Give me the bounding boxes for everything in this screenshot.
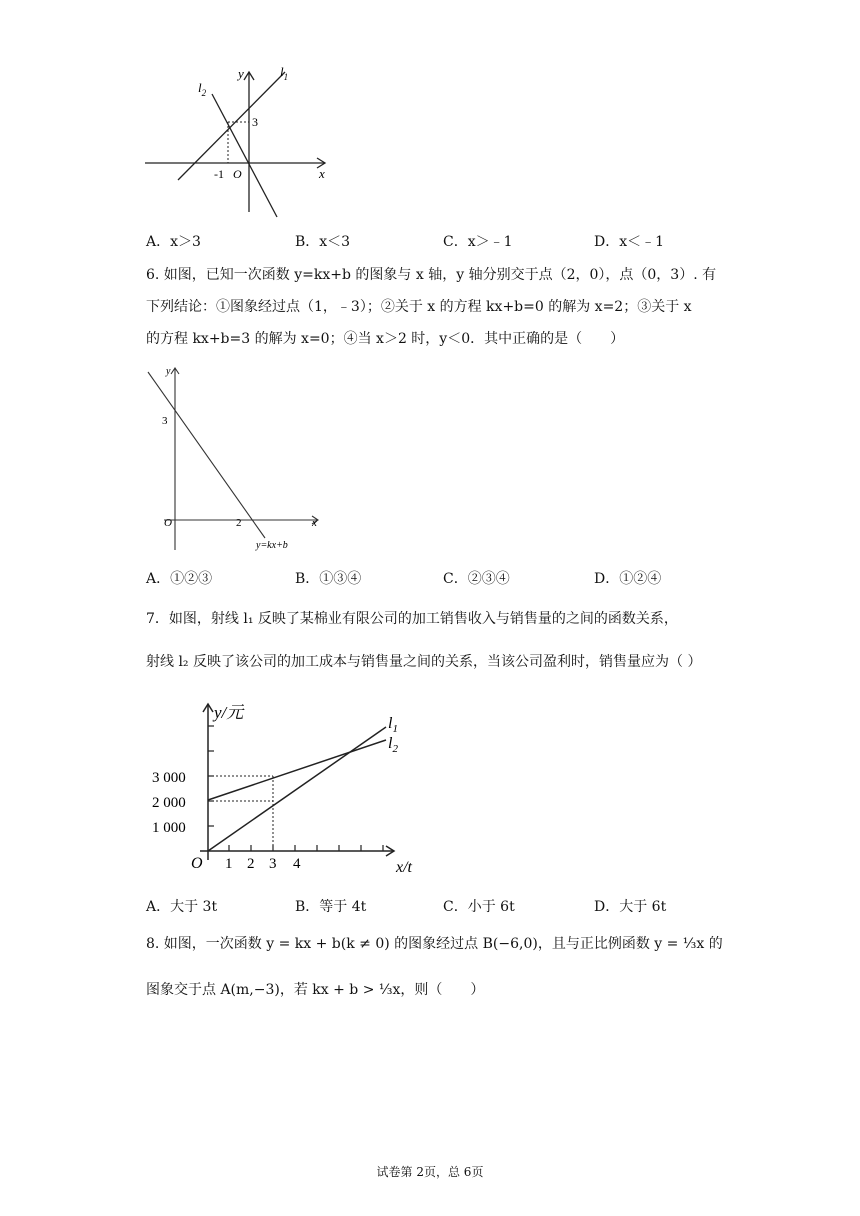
fig3-y-tick-3000: 3 000	[152, 770, 186, 786]
q5-option-c: C．x＞﹣1	[443, 234, 513, 250]
page-footer: 试卷第 2页，总 6页	[376, 1165, 484, 1179]
q6-option-a: A．①②③	[146, 571, 213, 587]
q7-option-c: C．小于 6t	[443, 899, 515, 915]
fig1-y-label: y	[238, 66, 244, 81]
q7-text-line1: 7．如图，射线 l₁ 反映了某棉业有限公司的加工销售收入与销售量的之间的函数关系，	[146, 611, 678, 627]
fig1-l1-label: $l_1$	[280, 64, 289, 82]
fig2-tick-y: 3	[162, 415, 168, 427]
figure-q6-graph	[140, 360, 340, 560]
fig3-l1-label: $l_1$	[388, 715, 398, 735]
fig2-line-label: y=kx+b	[256, 540, 288, 551]
fig2-y-label: y	[166, 366, 171, 377]
q5-option-b: B．x＜3	[295, 234, 351, 250]
q5-option-a: A．x＞3	[146, 234, 201, 250]
fig1-l2-label: $l_2$	[198, 80, 207, 98]
figure-q5-graph	[140, 62, 340, 222]
fig3-x-label: x/t	[396, 859, 412, 876]
fig3-x-tick-3: 3	[269, 856, 277, 872]
fig2-tick-x: 2	[236, 517, 242, 529]
fig3-y-tick-2000: 2 000	[152, 795, 186, 811]
q7-option-b: B．等于 4t	[295, 899, 367, 915]
q6-text-line2: 下列结论：①图象经过点（1，﹣3）；②关于 x 的方程 kx+b=0 的解为 x=2；③关于 x	[146, 299, 692, 315]
fig1-tick-y: 3	[252, 115, 258, 129]
q5-option-d: D．x＜﹣1	[594, 234, 665, 250]
fig3-x-tick-4: 4	[293, 856, 301, 872]
fig3-x-tick-2: 2	[247, 856, 255, 872]
q6-option-d: D．①②④	[594, 571, 662, 587]
fig3-origin: O	[191, 855, 203, 872]
fig3-l2-label: $l_2$	[388, 735, 398, 755]
q7-option-d: D．大于 6t	[594, 899, 667, 915]
fig2-origin: O	[164, 517, 172, 529]
figure-q7-graph	[140, 692, 440, 887]
q8-text-line2: 图象交于点 A(m,−3)，若 kx + b > ⅓x，则（ ）	[146, 982, 485, 998]
fig3-y-label: y/元	[214, 703, 244, 722]
fig3-x-tick-1: 1	[225, 856, 233, 872]
q8-text-line1: 8. 如图，一次函数 y = kx + b(k ≠ 0) 的图象经过点 B(−6,0)，且与正比例函数 y = ⅓x 的	[146, 936, 723, 952]
q7-text-line2: 射线 l₂ 反映了该公司的加工成本与销售量之间的关系，当该公司盈利时，销售量应为（ ）	[146, 654, 702, 670]
q6-option-b: B．①③④	[295, 571, 362, 587]
q6-option-c: C．②③④	[443, 571, 510, 587]
fig1-x-label: x	[319, 166, 325, 181]
q7-option-a: A．大于 3t	[146, 899, 218, 915]
q6-text-line3: 的方程 kx+b=3 的解为 x=0；④当 x＞2 时，y＜0．其中正确的是（ ）	[146, 331, 625, 347]
q6-text-line1: 6. 如图，已知一次函数 y=kx+b 的图象与 x 轴，y 轴分别交于点（2，0），点（0，3）. 有	[146, 267, 717, 283]
fig1-origin: O	[233, 167, 242, 181]
fig3-y-tick-1000: 1 000	[152, 820, 186, 836]
fig2-x-label: x	[312, 517, 317, 529]
fig1-tick-x: -1	[214, 167, 224, 181]
